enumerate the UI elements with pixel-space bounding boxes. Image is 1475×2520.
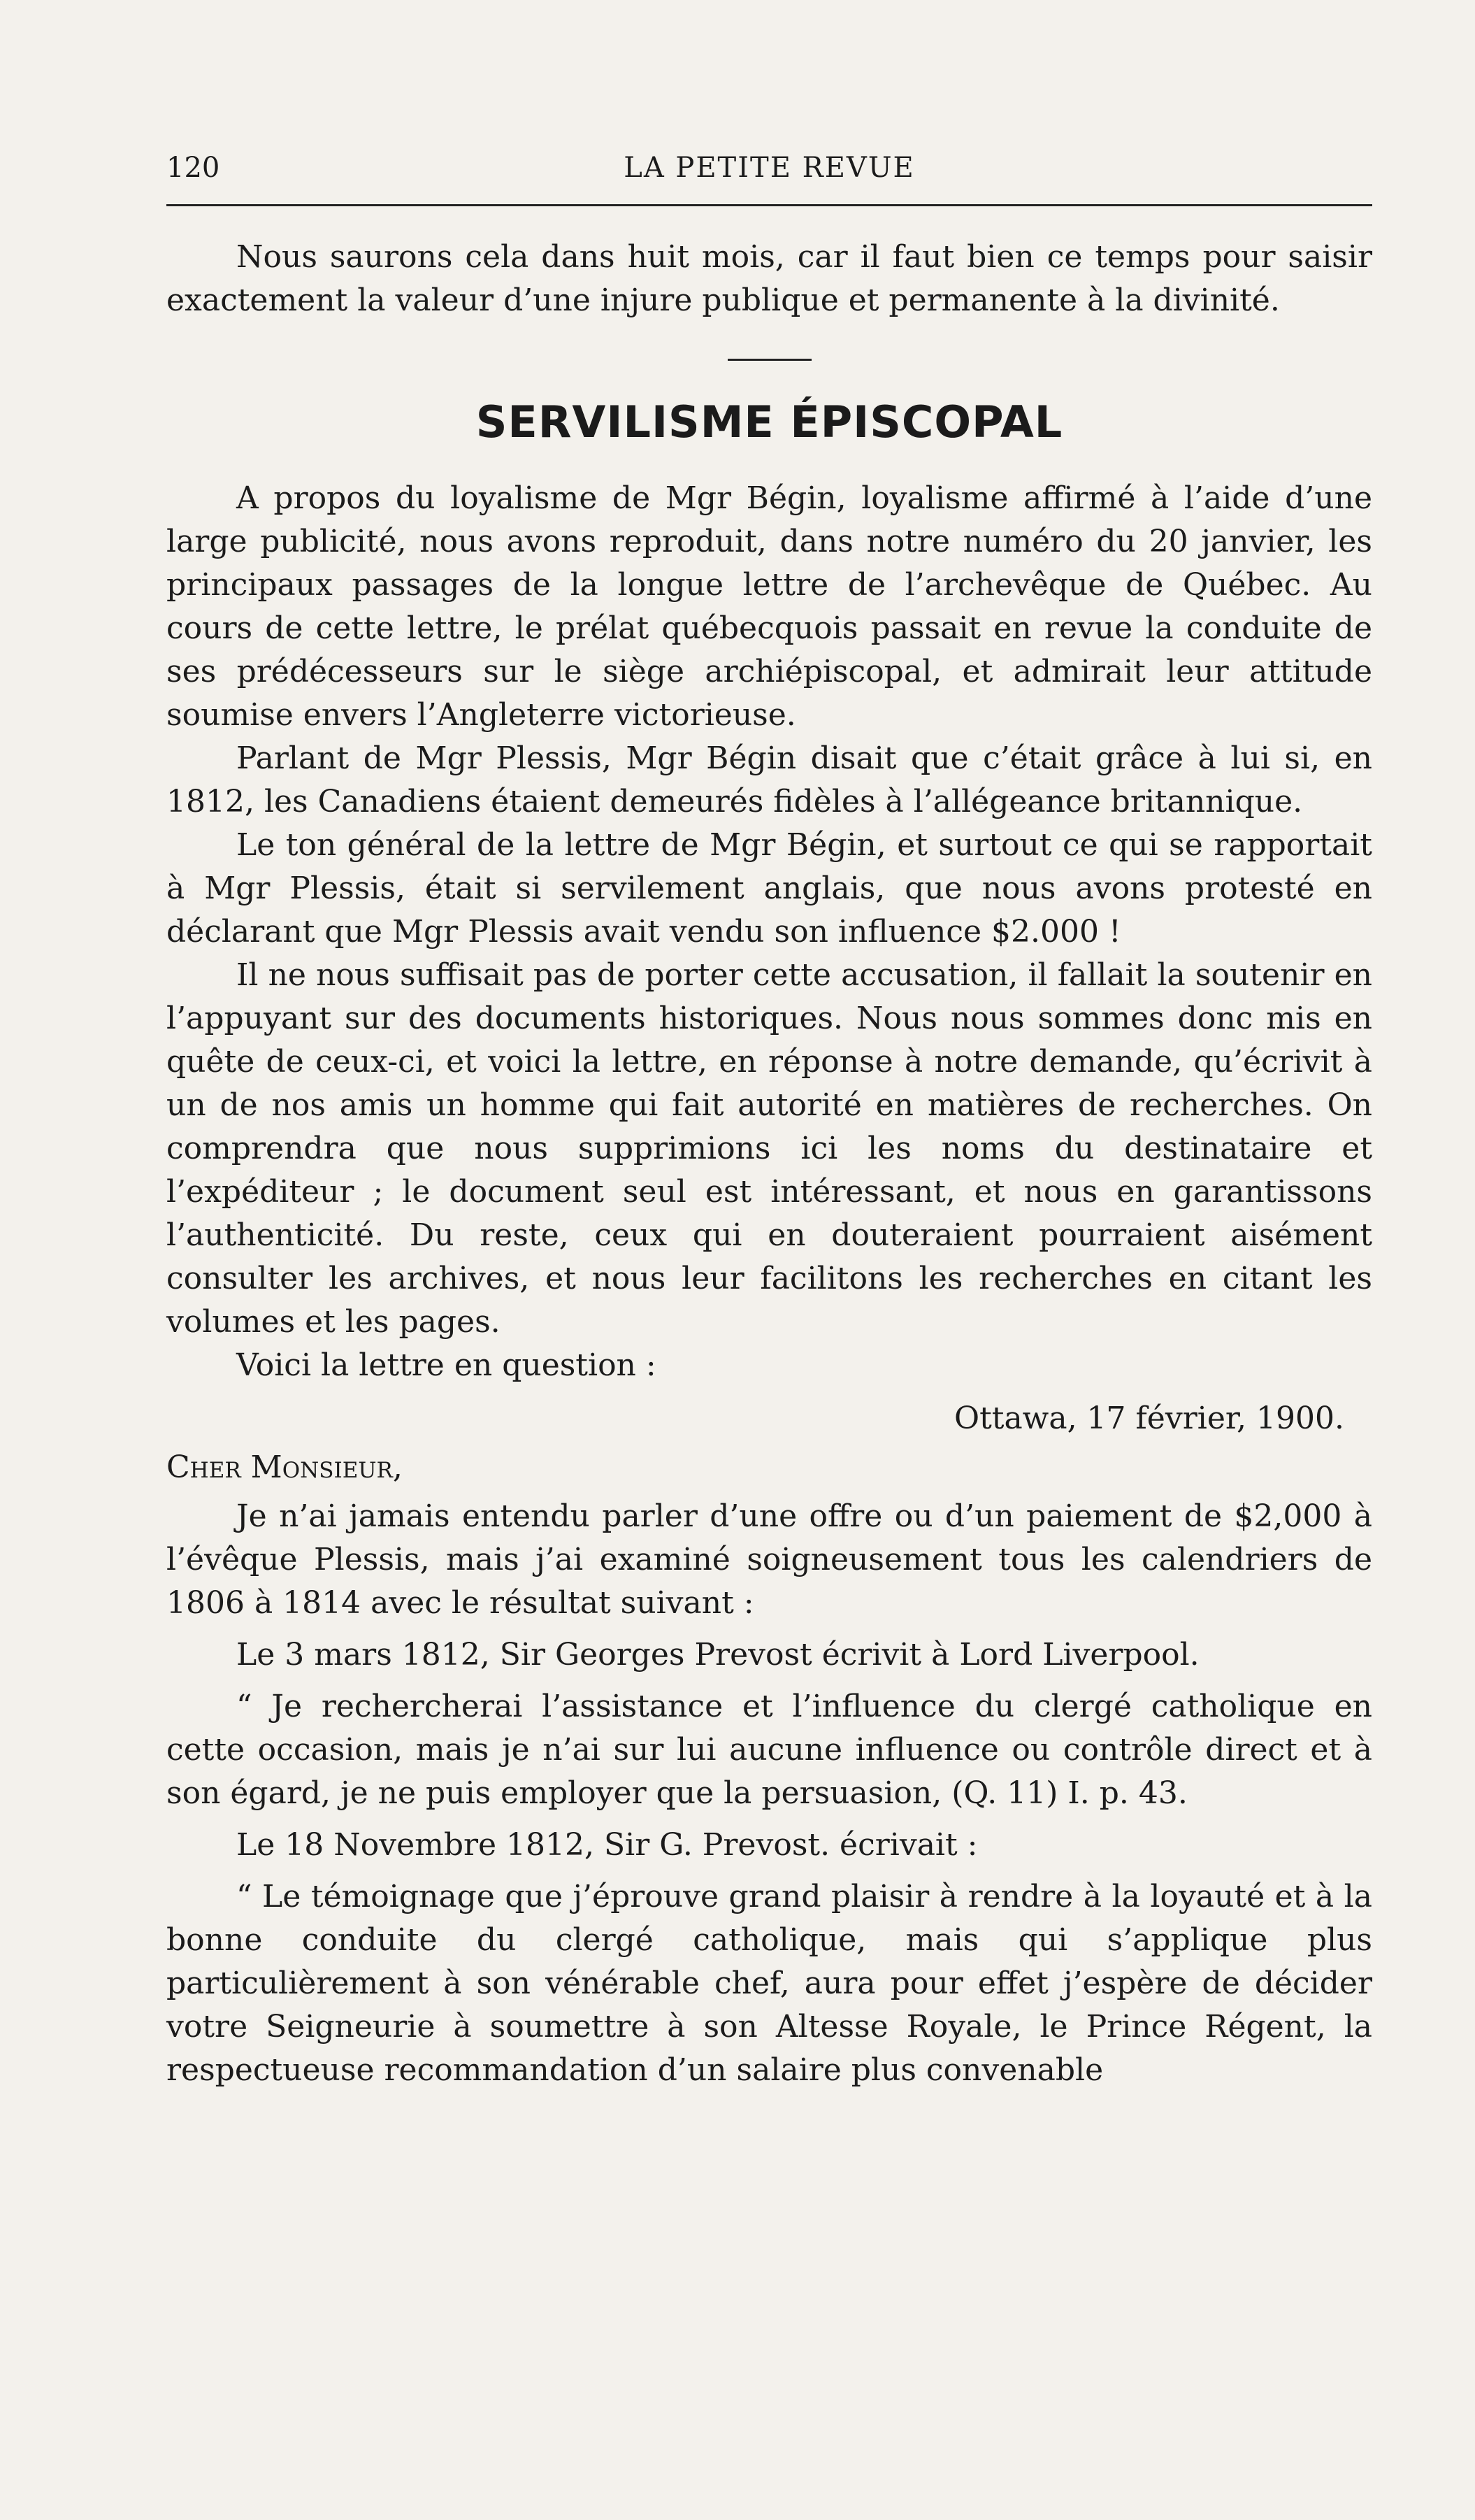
page: [166, 147, 1372, 2092]
letter-dateline: Ottawa, 17 février, 1900.: [954, 1401, 1344, 1436]
letter-paragraph: Le 18 Novembre 1812, Sir G. Prevost. écrivait :: [236, 1827, 978, 1863]
article-paragraph: Il ne nous suffisait pas de porter cette accusation, il fallait la soutenir en l’appuyant sur des documents historiques. Nous nous sommes donc mis en quête de ceux-ci, et voici la lettre, en réponse à notre demande, qu’écrivit à un de nos amis un homme qui fait autorité en matières de recherches. On comprendra que nous supprimions ici les noms du destinataire et l’expéditeur ; le document seul est intéressant, et nous en garantissons l’authenticité. Du reste, ceux qui en douteraient pourraient aisément consulter les archives, et nous leur facilitons les recherches en citant les volumes et les pages.: [166, 957, 1372, 1340]
article-paragraph: Parlant de Mgr Plessis, Mgr Bégin disait que c’était grâce à lui si, en 1812, les Canadiens étaient demeurés fidèles à l’allégeance britannique.: [166, 740, 1372, 819]
section-divider: [728, 359, 812, 361]
article-paragraph: Le ton général de la lettre de Mgr Bégin, et surtout ce qui se rapportait à Mgr Plessis, était si servilement anglais, que nous avons protesté en déclarant que Mgr Plessis avait vendu son influence $2.000 !: [166, 827, 1372, 950]
letter-salutation: Cher Monsieur,: [166, 1449, 403, 1485]
letter-quote: “ Je rechercherai l’assistance et l’influence du clergé catholique en cette occasion, mais je n’ai sur lui aucune influence ou contrôle direct et à son égard, je ne puis employer que la persuasion, (Q. 11) I. p. 43.: [166, 1689, 1372, 1811]
article-paragraph: A propos du loyalisme de Mgr Bégin, loyalisme affirmé à l’aide d’une large publicité, nous avons reproduit, dans notre numéro du 20 janvier, les principaux passages de la longue lettre de l’archevêque de Québec. Au cours de cette lettre, le prélat québecquois passait en revue la conduite de ses prédécesseurs sur le siège archiépiscopal, et admirait leur attitude soumise envers l’Angleterre victorieuse.: [166, 480, 1372, 733]
letter-quote: “ Le témoignage que j’éprouve grand plaisir à rendre à la loyauté et à la bonne conduite du clergé catholique, mais qui s’applique plus particulièrement à son vénérable chef, aura pour effet j’espère de décider votre Seigneurie à soumettre à son Altesse Royale, le Prince Régent, la respectueuse recommandation d’un salaire plus convenable: [166, 1879, 1372, 2088]
article-title: SERVILISME ÉPISCOPAL: [475, 396, 1063, 448]
running-title: LA PETITE REVUE: [624, 152, 915, 184]
page-number: 120: [166, 152, 220, 184]
intro-paragraph: Nous saurons cela dans huit mois, car il faut bien ce temps pour saisir exactement la valeur d’une injure publique et permanente à la divinité.: [166, 239, 1372, 318]
header-rule: [166, 204, 1372, 206]
article-paragraph: Voici la lettre en question :: [236, 1347, 656, 1383]
running-header: [166, 147, 1372, 189]
letter-paragraph: Je n’ai jamais entendu parler d’une offre ou d’un paiement de $2,000 à l’évêque Plessis, mais j’ai examiné soigneusement tous les calendriers de 1806 à 1814 avec le résultat suivant :: [166, 1498, 1372, 1621]
letter-paragraph: Le 3 mars 1812, Sir Georges Prevost écrivit à Lord Liverpool.: [236, 1637, 1200, 1673]
